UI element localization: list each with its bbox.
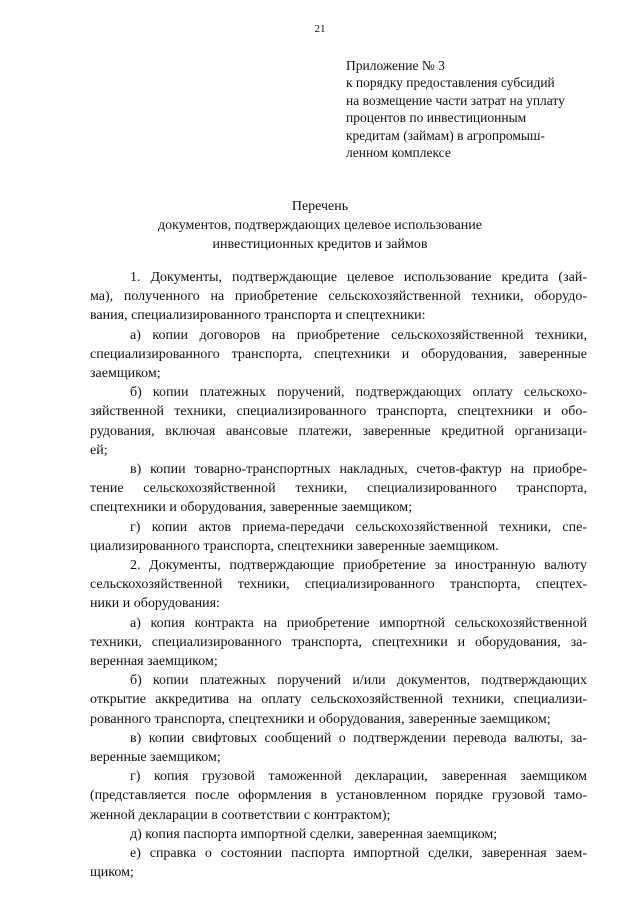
- appendix-line: Приложение № 3: [346, 58, 445, 73]
- body-line: циализированного транспорта, спецтехники заверенные заемщиком.: [90, 538, 499, 554]
- body-line: ники и оборудования:: [90, 596, 220, 612]
- title-subheading: инвестиционных кредитов и займов: [212, 237, 428, 252]
- body-line: щиком;: [90, 865, 134, 881]
- body-line: рованного транспорта, спецтехники и оборудования, заверенные заемщиком;: [90, 711, 551, 727]
- body-line: в) копии товарно-транспортных накладных, счетов-фактур на приобре-: [130, 462, 587, 478]
- body-line: б) копии платежных поручений, подтверждающих оплату сельскохо-: [130, 385, 587, 401]
- appendix-line: ленном комплексе: [346, 145, 451, 161]
- appendix-line: к порядку предоставления субсидий: [346, 75, 555, 91]
- document-body: [90, 268, 587, 883]
- body-line: сельскохозяйственной техники, специализированного транспорта, спецтех-: [90, 577, 587, 593]
- body-line: в) копии свифтовых сообщений о подтверждении перевода валюты, за-: [130, 730, 587, 746]
- body-line: г) копии актов приема-передачи сельскохозяйственной техники, спе-: [130, 519, 587, 535]
- body-line: (представляется после оформления в установленном порядке грузовой тамо-: [90, 788, 587, 804]
- body-line: зяйственной техники, специализированного транспорта, спецтехники и обо-: [90, 404, 587, 420]
- title-subheading: документов, подтверждающих целевое использование: [158, 218, 482, 233]
- appendix-header: [346, 57, 606, 161]
- body-line: ей;: [90, 442, 108, 458]
- body-line: специализированного транспорта, спецтехники и оборудования, заверенные: [90, 346, 587, 362]
- title-heading: Перечень: [291, 199, 349, 214]
- body-line: спецтехники и оборудования, заверенные заемщиком;: [90, 500, 413, 516]
- appendix-line: на возмещение части затрат на уплату: [346, 92, 565, 108]
- body-line: 2. Документы, подтверждающие приобретение за иностранную валюту: [130, 558, 587, 574]
- body-line: а) копия контракта на приобретение импортной сельскохозяйственной: [130, 615, 587, 631]
- body-line: тение сельскохозяйственной техники, специализированного транспорта,: [90, 481, 587, 497]
- document-title: [0, 197, 640, 254]
- body-line: веренная заемщиком;: [90, 654, 218, 670]
- body-line: женной декларации в соответствии с контрактом);: [90, 807, 391, 823]
- body-line: д) копия паспорта импортной сделки, заверенная заемщиком;: [130, 826, 498, 842]
- body-line: техники, специализированного транспорта, спецтехники и оборудования, за-: [90, 634, 587, 650]
- body-line: рудования, включая авансовые платежи, заверенные кредитной организаци-: [90, 423, 587, 439]
- body-line: е) справка о состоянии паспорта импортной сделки, заверенная заем-: [130, 846, 587, 862]
- appendix-line: процентов по инвестиционным: [346, 110, 527, 126]
- body-line: г) копия грузовой таможенной декларации, заверенная заемщиком: [130, 769, 587, 785]
- body-line: ма), полученного на приобретение сельскохозяйственной техники, оборудо-: [90, 289, 587, 305]
- body-line: вания, специализированного транспорта и спецтехники:: [90, 308, 426, 324]
- body-line: б) копии платежных поручений и/или документов, подтверждающих: [130, 673, 587, 689]
- body-line: заемщиком;: [90, 366, 161, 382]
- appendix-line: кредитам (займам) в агропромыш-: [346, 127, 545, 143]
- body-line: открытие аккредитива на оплату сельскохозяйственной техники, специализи-: [90, 692, 587, 708]
- page-number: 21: [314, 23, 326, 35]
- body-line: а) копии договоров на приобретение сельскохозяйственной техники,: [130, 327, 587, 343]
- body-line: веренные заемщиком;: [90, 750, 221, 766]
- body-line: 1. Документы, подтверждающие целевое использование кредита (зай-: [130, 270, 587, 285]
